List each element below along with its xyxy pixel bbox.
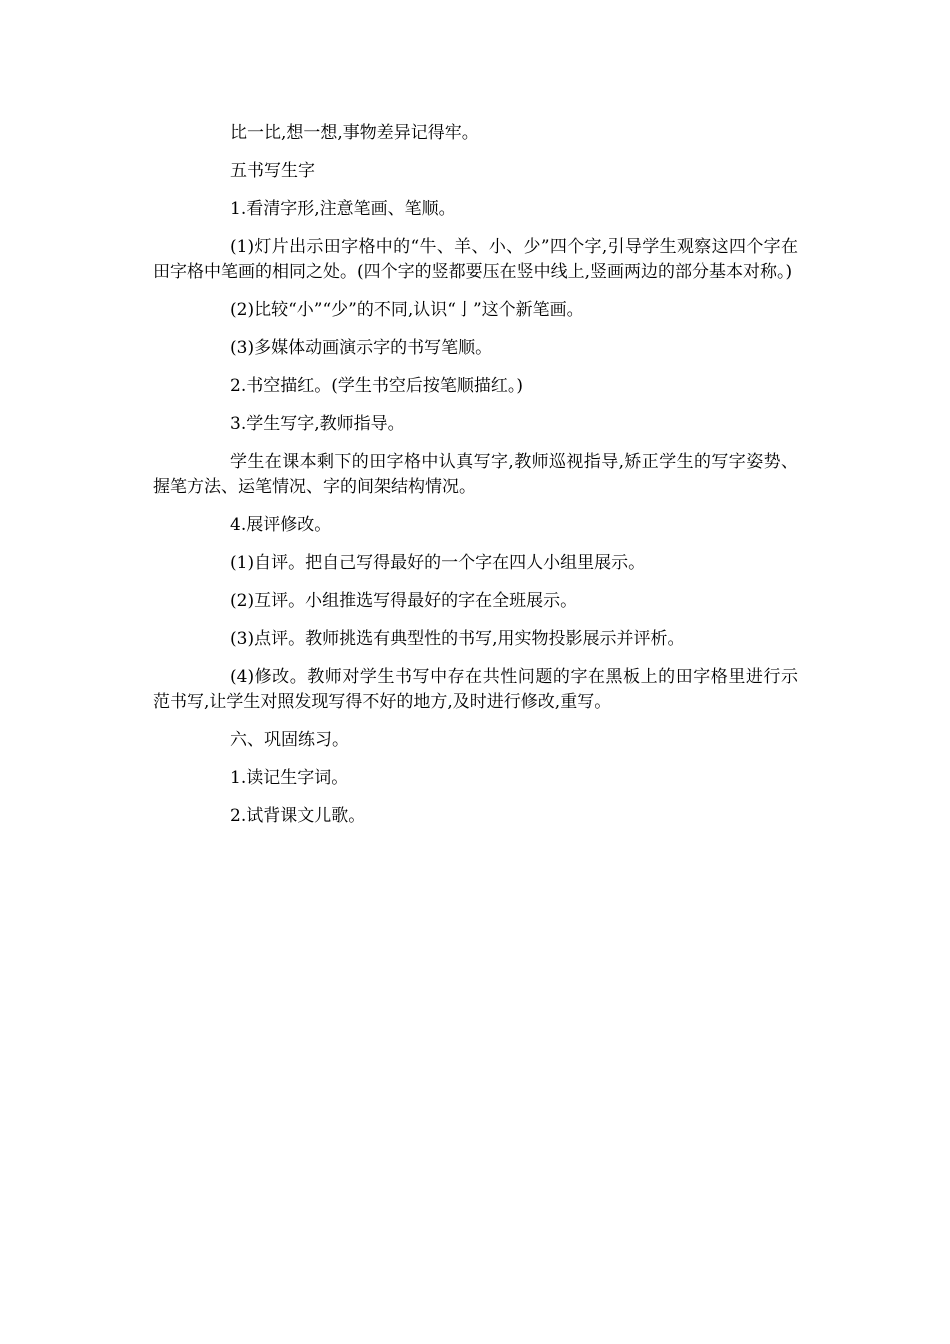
practice-2-recite: 2.试背课文儿歌。 [230, 806, 366, 826]
step-1-2-compare: (2)比较“小”“少”的不同,认识“亅”这个新笔画。 [230, 300, 584, 320]
practice-1-read: 1.读记生字词。 [230, 768, 349, 788]
step-4-4-revise: (4)修改。教师对学生书写中存在共性问题的字在黑板上的田字格里进行示范书写,让学生对照发现写得不好的地方,及时进行修改,重写。 [153, 667, 798, 712]
step-1-3-animation: (3)多媒体动画演示字的书写笔顺。 [230, 338, 493, 358]
step-4-2-peer-review: (2)互评。小组推选写得最好的字在全班展示。 [230, 591, 578, 611]
step-1-observe: 1.看清字形,注意笔画、笔顺。 [230, 199, 456, 219]
document-body [153, 121, 798, 842]
step-4-3-teacher-review: (3)点评。教师挑选有典型性的书写,用实物投影展示并评析。 [230, 629, 685, 649]
step-4-1-self-review: (1)自评。把自己写得最好的一个字在四人小组里展示。 [230, 553, 646, 573]
step-4-review: 4.展评修改。 [230, 515, 332, 535]
step-3-guide: 3.学生写字,教师指导。 [230, 414, 405, 434]
section-heading-write-characters: 五书写生字 [230, 161, 315, 181]
step-2-trace: 2.书空描红。(学生书空后按笔顺描红。) [230, 376, 523, 396]
section-heading-practice: 六、巩固练习。 [230, 730, 349, 750]
paragraph-compare: 比一比,想一想,事物差异记得牢。 [230, 123, 479, 143]
paragraph-students-write: 学生在课本剩下的田字格中认真写字,教师巡视指导,矫正学生的写字姿势、握笔方法、运笔情况、字的间架结构情况。 [153, 452, 798, 497]
step-1-1-slide: (1)灯片出示田字格中的“牛、羊、小、少”四个字,引导学生观察这四个字在田字格中笔画的相同之处。(四个字的竖都要压在竖中线上,竖画两边的部分基本对称。) [153, 237, 798, 282]
